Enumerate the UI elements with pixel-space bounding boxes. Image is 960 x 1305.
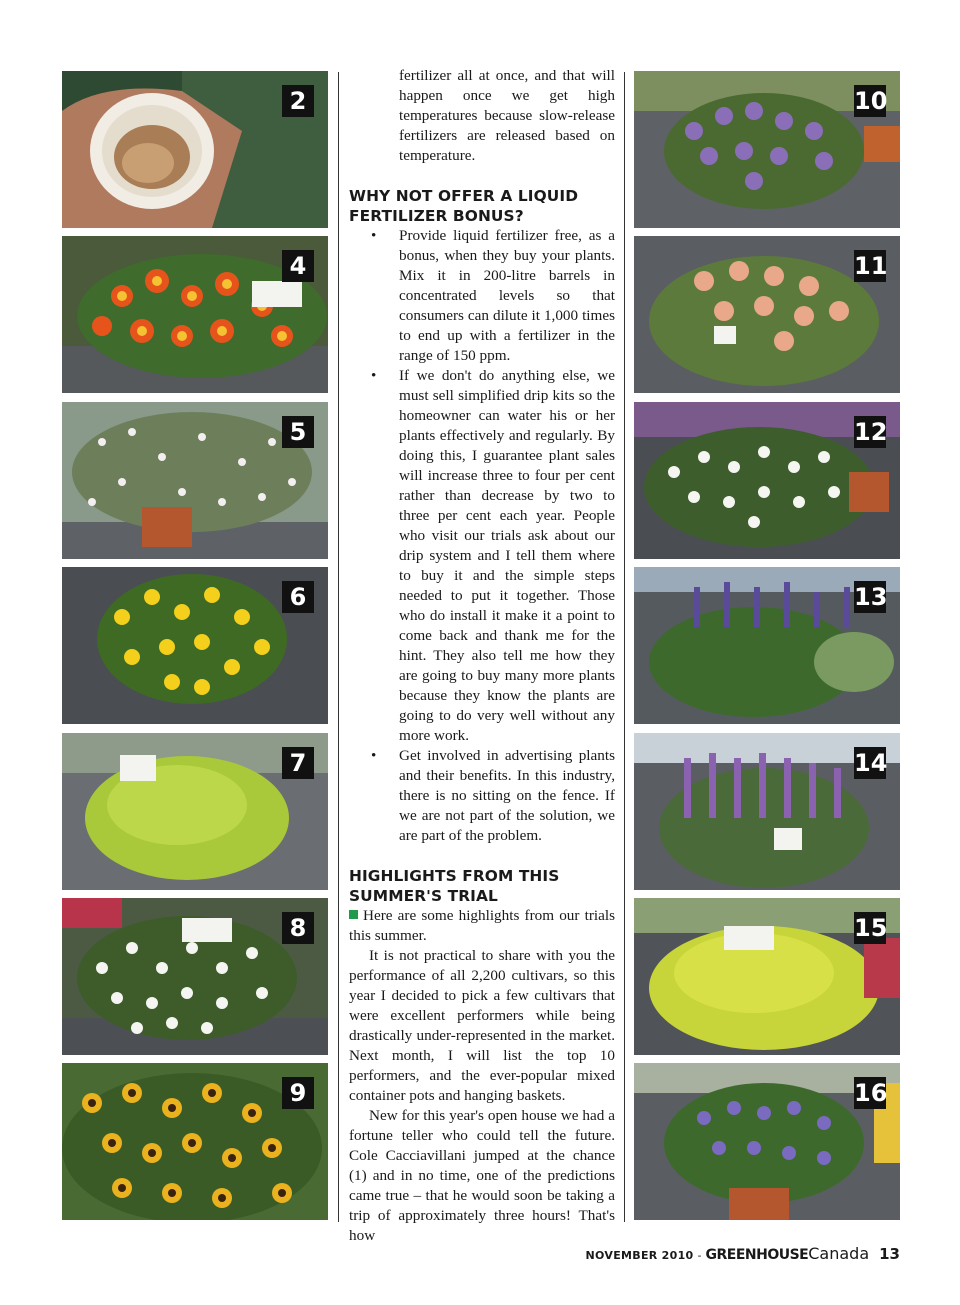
photo-number-badge: 6 (282, 581, 314, 613)
photo-number-badge: 13 (854, 583, 888, 611)
footer-separator: - (697, 1249, 702, 1262)
photo-number-badge: 10 (854, 87, 888, 115)
section-heading-highlights: HIGHLIGHTS FROM THIS SUMMER'S TRIAL (349, 867, 560, 905)
body-paragraph: It is not practical to share with you the performance of all 2,200 cultivars, so this year I decided to pick a few cultivars that were excellent performers while being drastically under-represented in the market. Next month, I will list the top 10 performers, and the ever-popular mixed container pots and hanging baskets. (349, 947, 615, 1104)
photo-5-gaura (62, 402, 328, 559)
list-item: • If we don't do anything else, we must sell simplified drip kits so the homeowner can water his or her plants effectively and regularly. By doing this, I guarantee plant sales will increase three to four per cent rather than decrease by two to three per cent each year. People who visit our trials ask about our drip system and I tell them where to buy it and the simple steps needed to put it together. Those who do install it make it a point to come back and thank me for the hint. They also tell me how they are going to buy many more plants because they know the plants are going to do very well without any more work. (399, 366, 615, 746)
photo-13-salvia (634, 567, 900, 724)
photo-8-white-flowers (62, 898, 328, 1055)
photo-10-verbena (634, 71, 900, 228)
body-paragraph: New for this year's open house we had a fortune teller who could tell the future. Cole Cacciavillani jumped at the chance (1) and in no time, one of the predictions came true – that he would soon be taking a trip of approximately three hours! That's how (349, 1107, 615, 1244)
photo-number-badge: 16 (854, 1079, 888, 1107)
photo-6-yellow-basket (62, 567, 328, 724)
photo-4-gaillardia (62, 236, 328, 393)
photo-14-agastache (634, 733, 900, 890)
photo-number-badge: 2 (282, 85, 314, 117)
photo-number-badge: 14 (854, 749, 888, 777)
photo-12-white-lobelia (634, 402, 900, 559)
photo-16-blue-basket (634, 1063, 900, 1220)
highlights-paragraph: Here are some highlights from our trials this summer. (349, 907, 615, 944)
list-item: • Provide liquid fertilizer free, as a bonus, when they buy your plants. Mix it in 200-litre barrels in concentrated levels so that consumers can dilute it 1,000 times to end up with a fertilizer in the range of 150 ppm. (399, 226, 615, 366)
photo-number-badge: 15 (854, 914, 888, 942)
section-heading-fertilizer-bonus: WHY NOT OFFER A LIQUID FERTILIZER BONUS? (349, 187, 579, 225)
magazine-name-light: Canada (808, 1244, 870, 1263)
column-rule-left (338, 72, 339, 1222)
green-square-icon (349, 910, 358, 919)
photo-15-yellow-bidens (634, 898, 900, 1055)
photo-number-badge: 12 (854, 418, 888, 446)
photo-7-euphorbia (62, 733, 328, 890)
photo-2-fertilizer-cup (62, 71, 328, 228)
list-item: • Get involved in advertising plants and their benefits. In this industry, there is no sitting on the fence. If we are not part of the solution, we are part of the problem. (399, 746, 615, 846)
article-column (349, 66, 615, 1246)
photo-number-badge: 9 (282, 1077, 314, 1109)
photo-number-badge: 8 (282, 912, 314, 944)
photo-11-achillea (634, 236, 900, 393)
photo-number-badge: 5 (282, 416, 314, 448)
magazine-name-bold: GREENHOUSE (705, 1247, 809, 1263)
photo-number-badge: 4 (282, 250, 314, 282)
page-number: 13 (879, 1245, 900, 1263)
photo-9-rudbeckia (62, 1063, 328, 1220)
bullet-list (349, 226, 615, 846)
intro-paragraph: fertilizer all at once, and that will happen once we get high temperatures because slow-release fertilizers are released based on temperature. (399, 67, 615, 164)
column-rule-right (624, 72, 625, 1222)
photo-number-badge: 7 (282, 747, 314, 779)
photo-number-badge: 11 (854, 252, 888, 280)
page-footer (586, 1244, 900, 1263)
issue-date: NOVEMBER 2010 (585, 1249, 694, 1262)
